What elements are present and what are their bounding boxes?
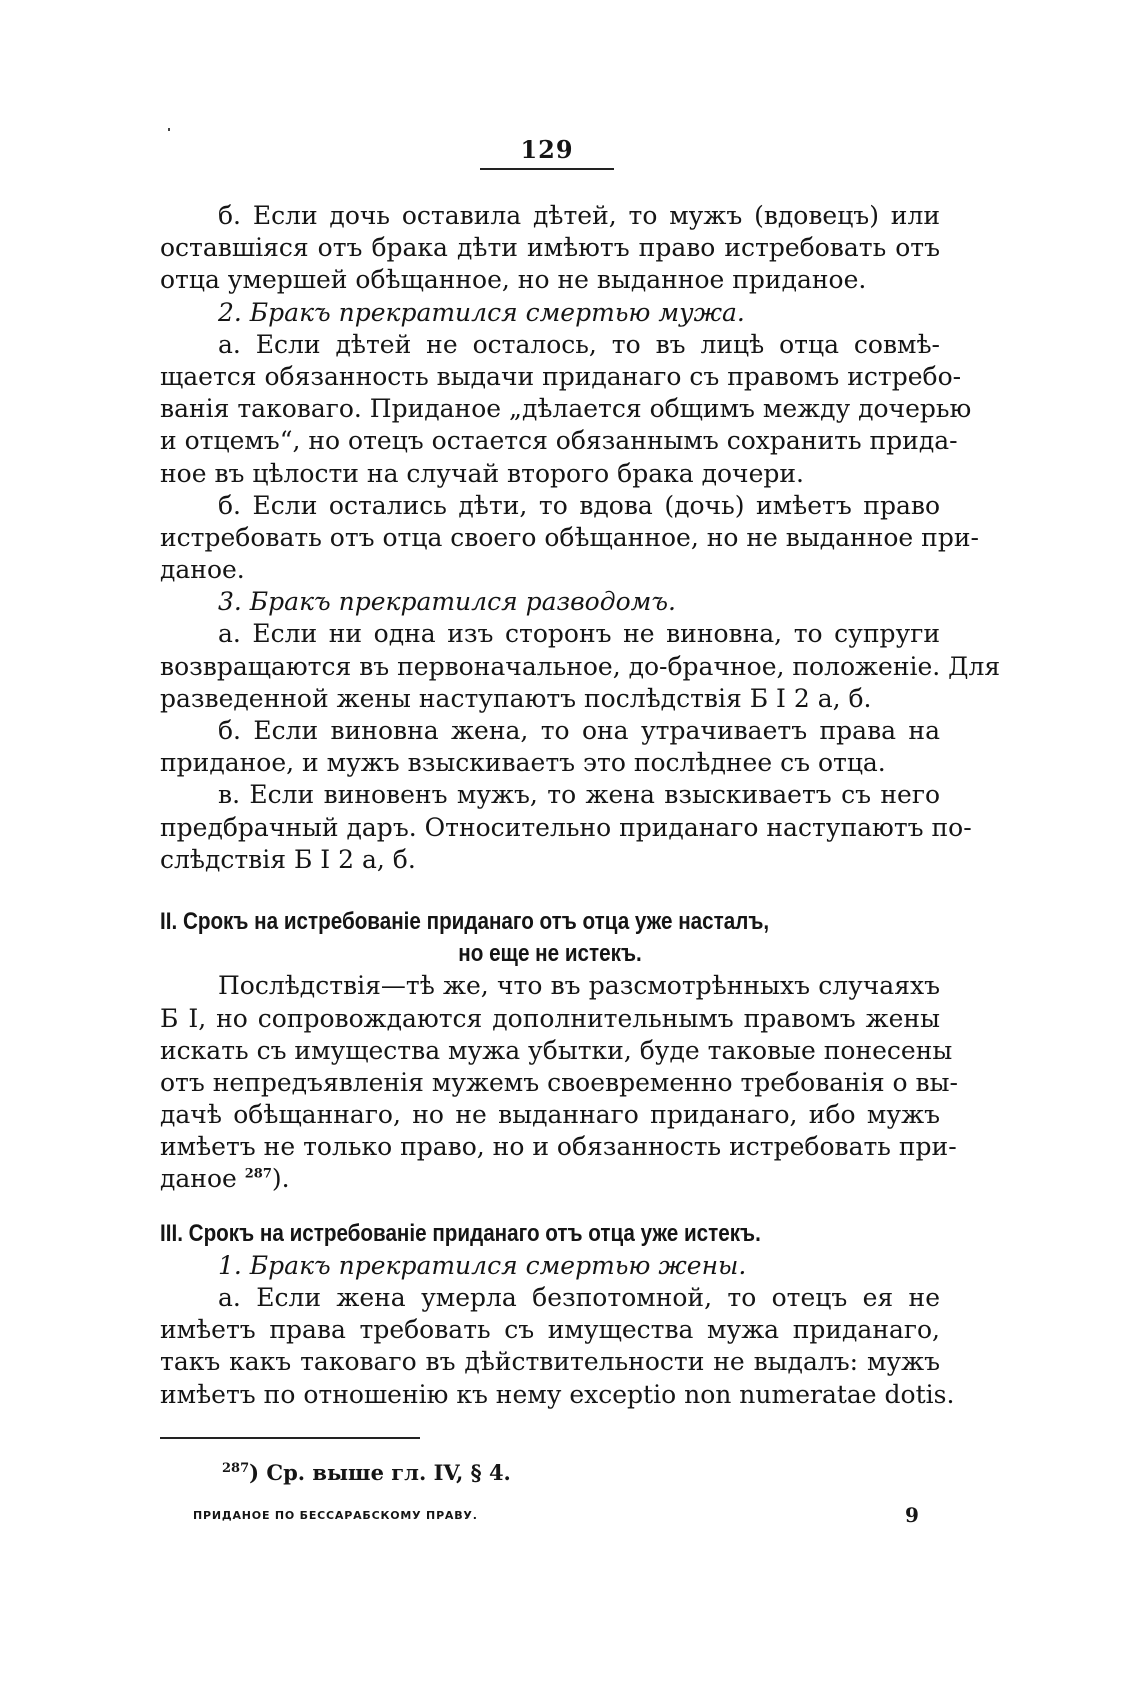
text-span: ). xyxy=(271,1164,290,1194)
footnote xyxy=(160,1459,940,1487)
sheet-number: 9 xyxy=(905,1502,919,1527)
text-line: щается обязанность выдачи приданаго съ правомъ истребо- xyxy=(160,361,962,391)
text-line xyxy=(160,1163,940,1195)
text-line: искать съ имущества мужа убытки, буде таковые понесены xyxy=(160,1035,953,1065)
text-line: б. Если виновна жена, то она утрачиваетъ права на xyxy=(218,716,940,745)
case-2-heading: 2. Бракъ прекратился смертью мужа. xyxy=(218,297,745,327)
page-number-rule xyxy=(480,168,614,170)
text-line: даное. xyxy=(160,555,245,585)
paragraph-3v xyxy=(160,779,972,876)
text-line: а. Если жена умерла безпотомной, то отецъ ея не xyxy=(218,1283,940,1312)
page-number: 129 xyxy=(520,135,574,164)
text-line: ное въ цѣлости на случай второго брака дочери. xyxy=(160,458,804,488)
text-line: предбрачный даръ. Относительно приданаго наступаютъ по- xyxy=(160,812,972,842)
text-line: приданое, и мужъ взыскиваетъ это послѣднее съ отца. xyxy=(160,748,886,778)
paragraph-iii-1a xyxy=(160,1282,955,1411)
signature-line: ПРИДАНОЕ ПО БЕССАРАБСКОМУ ПРАВУ. xyxy=(193,1508,478,1522)
section-2-heading: II. Срокъ на истребованіе приданаго отъ отца уже насталъ, xyxy=(160,907,770,935)
paragraph-2b xyxy=(160,490,979,587)
text-line: Б I, но сопровождаются дополнительнымъ правомъ жены xyxy=(160,1003,940,1033)
text-line: истребовать отъ отца своего обѣщанное, но не выданное при- xyxy=(160,522,979,552)
text-line: имѣетъ по отношенію къ нему exceptio non numeratae dotis. xyxy=(160,1379,955,1409)
text-line: разведенной жены наступаютъ послѣдствія Б I 2 а, б. xyxy=(160,683,872,713)
text-line: в. Если виновенъ мужъ, то жена взыскиваетъ съ него xyxy=(218,780,940,810)
text-line: слѣдствія Б I 2 а, б. xyxy=(160,844,416,874)
case-3-heading: 3. Бракъ прекратился разводомъ. xyxy=(218,587,676,617)
text-line: а. Если ни одна изъ сторонъ не виновна, то супруги xyxy=(218,619,940,649)
text-span: даное xyxy=(160,1164,245,1194)
text-line: б. Если дочь оставила дѣтей, то мужъ (вдовецъ) или xyxy=(218,201,940,230)
paragraph-3a xyxy=(160,618,1001,715)
scan-speck xyxy=(168,128,170,131)
text-line: отца умершей обѣщанное, но не выданное приданое. xyxy=(160,265,867,295)
text-line: отъ непредъявленія мужемъ своевременно требованія о вы- xyxy=(160,1067,958,1097)
footnote-number: 287 xyxy=(222,1460,250,1476)
section-3-heading: III. Срокъ на истребованіе приданаго отъ отца уже истекъ. xyxy=(160,1219,761,1247)
section-2-heading-cont: но еще не истекъ. xyxy=(458,940,642,968)
footnote-text: ) Ср. выше гл. IV, § 4. xyxy=(249,1459,511,1485)
text-line: имѣетъ не только право, но и обязанность истребовать при- xyxy=(160,1132,957,1162)
text-line: и отцемъ“, но отецъ остается обязаннымъ сохранить прида- xyxy=(160,426,958,456)
body-text xyxy=(160,200,1001,1531)
text-line: дачѣ обѣщаннаго, но не выданнаго приданаго, ибо мужъ xyxy=(160,1100,940,1130)
text-line: имѣетъ права требовать съ имущества мужа приданаго, xyxy=(160,1315,940,1345)
paragraph-section-2 xyxy=(160,970,958,1195)
footnote-ref: 287 xyxy=(244,1167,272,1183)
case-1-heading: 1. Бракъ прекратился смертью жены. xyxy=(218,1250,747,1280)
text-line: Послѣдствія—тѣ же, что въ разсмотрѣнныхъ случаяхъ xyxy=(218,971,940,1001)
footnote-rule xyxy=(160,1437,420,1439)
paragraph-3b xyxy=(160,715,940,779)
text-line: а. Если дѣтей не осталось, то въ лицѣ отца совмѣ- xyxy=(218,329,940,359)
text-line: оставшіяся отъ брака дѣти имѣютъ право истребовать отъ xyxy=(160,233,940,263)
text-line: такъ какъ таковаго въ дѣйствительности не выдалъ: мужъ xyxy=(160,1347,940,1377)
text-line: ванія таковаго. Приданое „дѣлается общимъ между дочерью xyxy=(160,394,972,424)
paragraph-1b xyxy=(160,200,940,297)
paragraph-2a xyxy=(160,329,972,490)
text-line: возвращаются въ первоначальное, до-брачное, положеніе. Для xyxy=(160,651,1001,681)
page-footer xyxy=(160,1503,940,1531)
text-line: б. Если остались дѣти, то вдова (дочь) имѣетъ право xyxy=(218,490,940,520)
